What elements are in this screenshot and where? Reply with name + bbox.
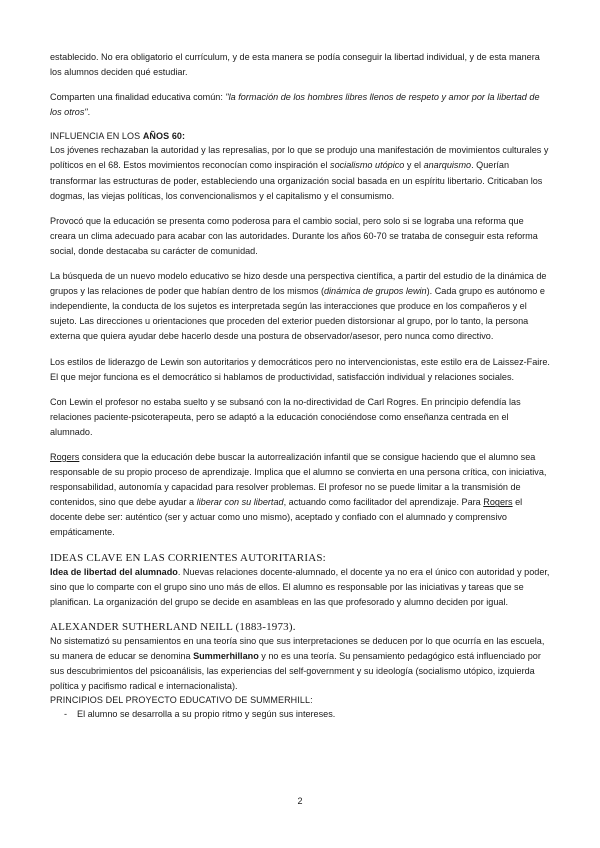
heading-influence-60s: INFLUENCIA EN LOS AÑOS 60: bbox=[50, 131, 186, 142]
page-number: 2 bbox=[297, 796, 303, 806]
paragraph-common-goal: Comparten una finalidad educativa común: "la formación de los hombres libres llenos de respeto y amor por la libertad de los otros". bbox=[50, 92, 540, 118]
list-item-text: El alumno se desarrolla a su propio ritmo y según sus intereses. bbox=[77, 709, 336, 720]
paragraph-lewin-rogers: Con Lewin el profesor no estaba suelto y se subsanó con la no-directividad de Carl Rogres. En principio defendía las relaciones paciente-psicoterapeuta, pero se adaptó a la educación conociéndose como enseñanza centrada en el alumnado. bbox=[50, 396, 521, 437]
paragraph-lewin-styles: Los estilos de liderazgo de Lewin son autoritarios y democráticos pero no intervencionistas, este estilo era de Laissez-Faire. El que mejor funciona es el democrático si hablamos de productividad, satisfacción individual y relaciones sociales. bbox=[50, 356, 550, 382]
paragraph-freedom: Idea de libertad del alumnado. Nuevas relaciones docente-alumnado, el docente ya no era el único con autoridad y poder, sino que lo comparte con el grupo sino uno más de ellos. El alumno es responsable por las iniciativas y tareas que se planifican. La organización del grupo se decide en asambleas en las que profesorado y alumno deciden por igual. bbox=[50, 566, 550, 607]
heading-key-ideas: IDEAS CLAVE EN LAS CORRIENTES AUTORITARIAS: bbox=[50, 551, 326, 564]
heading-summerhill-principles: PRINCIPIOS DEL PROYECTO EDUCATIVO DE SUMMERHILL: bbox=[50, 695, 313, 706]
quote-italic: "la formación de los hombres libres llenos de respeto y amor por la libertad de los otros" bbox=[50, 92, 540, 118]
list-bullet: - bbox=[64, 709, 68, 720]
paragraph-new-model: La búsqueda de un nuevo modelo educativo se hizo desde una perspectiva científica, a partir del estudio de la dinámica de grupos y las relaciones de poder que habían dentro de los mismos (dinámica de grupos lewin). Cada grupo es autónomo e independiente, la conducta de los sujetos es interpretada según las interacciones que produce en los compañeros y el sujeto. Las direcciones u orientaciones que proceden del exterior pueden distorsionar al grupo, por lo tanto, la persona externa que quiera ayudar debe hacerlo desde una postura de observador/asesor, pero nunca como directivo. bbox=[50, 271, 547, 342]
paragraph-rogers: Rogers considera que la educación debe buscar la autorrealización infantil que se consigue haciendo que el alumno sea responsable de su propio proceso de aprendizaje. Implica que el alumno se convierta en una persona crítica, con iniciativa, responsabilidad, autonomía y capacidad para resolver problemas. El profesor no se puede limitar a la transmisión de contenidos, sino que debe ayudar a liberar con su libertad, actuando como facilitador del aprendizaje. Para Rogers el docente debe ser: auténtico (ser y actuar como uno mismo), aceptado y confiado con el alumnado y comprensivo empáticamente. bbox=[50, 451, 547, 538]
heading-neill: ALEXANDER SUTHERLAND NEILL (1883-1973). bbox=[50, 620, 296, 633]
paragraph-neill: No sistematizó su pensamientos en una teoría sino que sus interpretaciones se deducen por lo que ocurría en las escuela, su manera de educar se denomina Summerhillano y no es una teoría. Su pensamiento pedagógico está influenciado por sus descubrimientos del psicoanálisis, las experiencias del self-government y su ideología (socialismo utópico, izquierda política y pacifismo radical e internacionalista). bbox=[50, 635, 545, 692]
paragraph-youth: Los jóvenes rechazaban la autoridad y las represalias, por lo que se produjo una manifestación de movimientos culturales y políticos en el 68. Estos movimientos reconocían como inspiración el socialismo utópico y el anarquismo. Querían transformar las estructuras de poder, estableciendo una organización social basada en un espíritu libertario. Criticaban los dogmas, las viejas políticas, los convencionalismos y el capitalismo y el consumismo. bbox=[50, 145, 549, 201]
list-item bbox=[50, 707, 550, 722]
document-page bbox=[50, 50, 550, 722]
paragraph-education-change: Provocó que la educación se presenta como poderosa para el cambio social, pero solo si se lograba una reforma que creara un clima adecuado para acabar con las autoridades. Durante los años 60-70 se trataba de conseguir esta reforma social, donde destacaba su carácter de comunidad. bbox=[50, 215, 538, 256]
paragraph-intro: establecido. No era obligatorio el currículum, y de esta manera se podía conseguir la libertad individual, y de esta manera los alumnos deciden qué estudiar. bbox=[50, 52, 540, 78]
